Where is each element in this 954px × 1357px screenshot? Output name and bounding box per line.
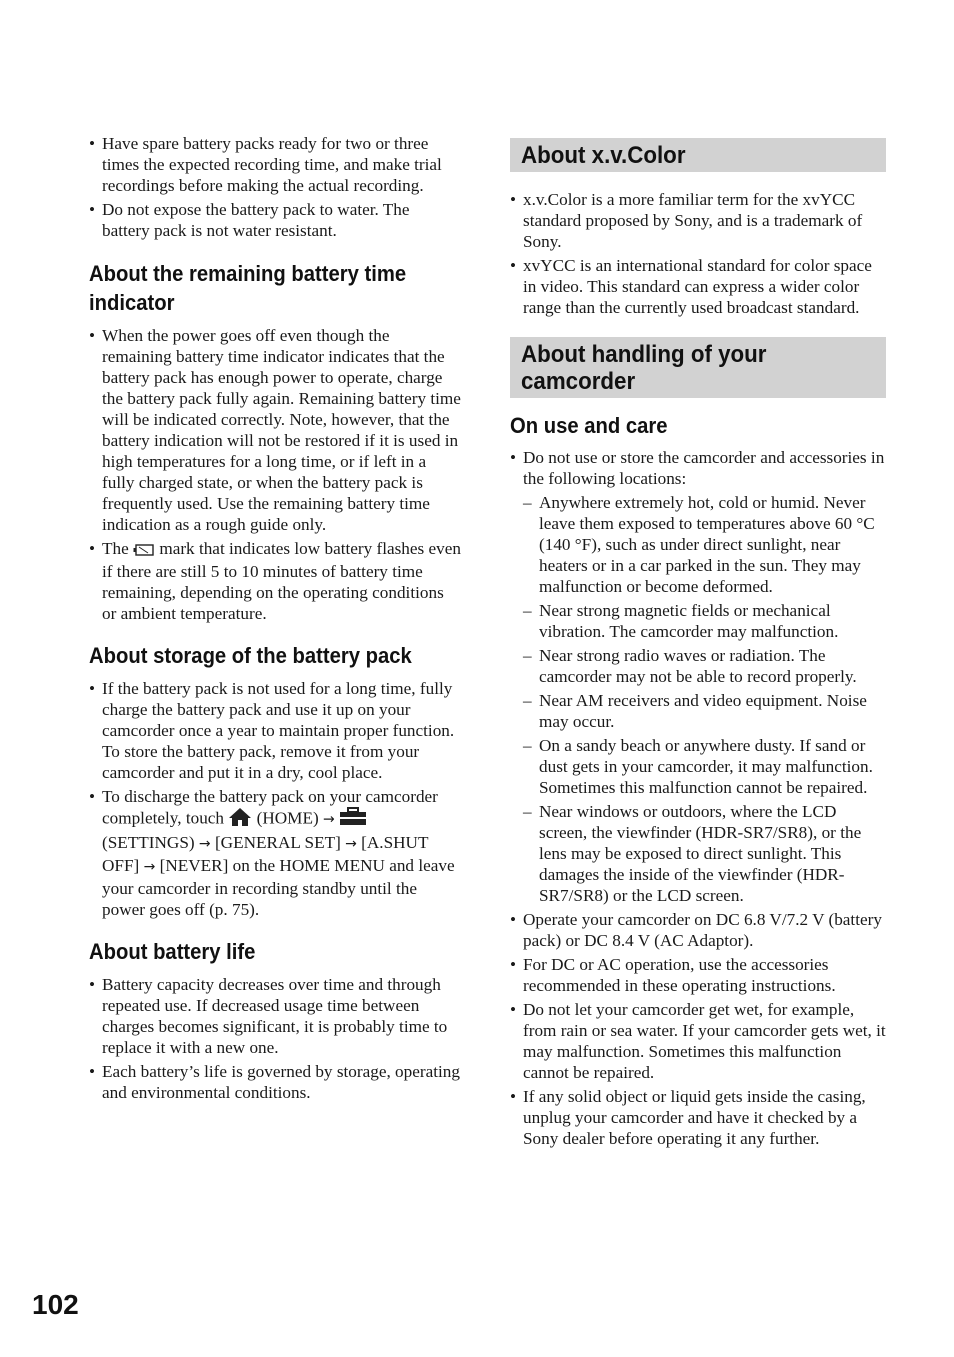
shut-off-label: [A.SHUT OFF] — [102, 832, 429, 875]
page-number: 102 — [32, 1289, 79, 1320]
left-column — [89, 0, 461, 1106]
general-set-label: [GENERAL SET] — [214, 832, 341, 852]
battery-life-heading: About battery life — [89, 938, 256, 964]
list-item: • Do not let your camcorder get wet, for example, from rain or sea water. If your camcorder gets wet, it may malfunction. Sometimes this malfunction cannot be repaired. — [510, 999, 886, 1083]
storage-heading: About storage of the battery pack — [89, 642, 412, 668]
intro-bullet-list — [89, 133, 461, 241]
dash-item: – Near windows or outdoors, where the LCD screen, the viewfinder (HDR-SR7/SR8), or the lens may be exposed to direct sunlight. This damages the inside of the viewfinder (HDR-SR7/SR8) or the LCD screen. — [523, 801, 886, 906]
low-battery-icon — [133, 540, 155, 561]
dash-item: – Near strong magnetic fields or mechanical vibration. The camcorder may malfunction. — [523, 600, 886, 642]
settings-label: (SETTINGS) — [102, 832, 195, 852]
list-item: • xvYCC is an international standard for color space in video. This standard can express a wider color range than the currently used broadcast standard. — [510, 255, 886, 318]
list-item-text: The — [102, 539, 129, 558]
list-item-text: To discharge the battery pack on your camcorder completely, touch — [102, 786, 438, 827]
list-item — [89, 538, 461, 624]
list-item-text: mark that indicates low battery flashes even if there are still 5 to 10 minutes of battery time remaining, depending on the operating conditions or ambient temperature. — [102, 539, 461, 623]
xvcolor-heading-text: About x.v.Color — [521, 142, 686, 169]
xvcolor-section-heading — [510, 138, 886, 172]
list-item — [510, 447, 886, 906]
storage-list — [89, 678, 461, 920]
arrow-icon: → — [198, 835, 211, 852]
arrow-icon: → — [322, 811, 335, 827]
handling-section-heading — [510, 337, 886, 398]
list-item: • x.v.Color is a more familiar term for the xvYCC standard proposed by Sony, and is a trademark of Sony. — [510, 189, 886, 252]
dash-item: – Anywhere extremely hot, cold or humid. Never leave them exposed to temperatures above 60 °C (140 °F), such as under direct sunlight, near heaters or in a car parked in the sun. They may malfunction or become deformed. — [523, 492, 886, 597]
right-column — [510, 0, 886, 1152]
list-item: • When the power goes off even though the remaining battery time indicator indicates that the battery pack has enough power to operate, charge the battery pack fully again. Remaining battery time will be indicated correctly. Note, however, that the battery indication will not be restored if it is used in high temperatures for a long time, or if left in a fully charged state, or when the battery pack is frequently used. Use the remaining battery time indication as a rough guide only. — [89, 325, 461, 535]
toolbox-settings-icon — [339, 807, 367, 831]
locations-list — [523, 492, 886, 906]
home-label: (HOME) — [256, 808, 319, 827]
list-item: • Battery capacity decreases over time and through repeated use. If decreased usage time between charges becomes significant, it is probably time to replace it with a new one. — [89, 974, 461, 1058]
home-icon — [228, 807, 252, 832]
list-item: • For DC or AC operation, use the accessories recommended in these operating instructions. — [510, 954, 886, 996]
list-item: • If the battery pack is not used for a long time, fully charge the battery pack and use it up on your camcorder once a year to maintain proper function. To store the battery pack, remove it from your camcorder and put it in a dry, cool place. — [89, 678, 461, 783]
list-item: • Each battery’s life is governed by storage, operating and environmental conditions. — [89, 1061, 461, 1103]
list-item-text: [NEVER] on the HOME MENU and leave your camcorder in recording standby until the power goes off (p. 75). — [102, 855, 455, 919]
list-item: • Do not expose the battery pack to water. The battery pack is not water resistant. — [89, 199, 461, 241]
dash-item: – Near strong radio waves or radiation. The camcorder may not be able to record properly. — [523, 645, 886, 687]
arrow-icon: → — [143, 858, 156, 875]
use-and-care-list — [510, 447, 886, 1149]
dash-item: – On a sandy beach or anywhere dusty. If sand or dust gets in your camcorder, it may malfunction. Sometimes this malfunction cannot be repaired. — [523, 735, 886, 798]
arrow-icon: → — [345, 835, 357, 852]
handling-heading-text: About handling of your camcorder — [521, 341, 767, 395]
remaining-battery-heading: About the remaining battery time indicator — [89, 261, 407, 315]
list-item: • Operate your camcorder on DC 6.8 V/7.2 V (battery pack) or DC 8.4 V (AC Adaptor). — [510, 909, 886, 951]
list-item-text: Do not use or store the camcorder and accessories in the following locations: — [523, 448, 885, 488]
dash-item: – Near AM receivers and video equipment. Noise may occur. — [523, 690, 886, 732]
use-and-care-heading: On use and care — [510, 413, 668, 438]
list-item — [89, 786, 461, 920]
list-item: • Have spare battery packs ready for two or three times the expected recording time, and make trial recordings before making the actual recording. — [89, 133, 461, 196]
remaining-battery-list — [89, 325, 461, 624]
list-item: • If any solid object or liquid gets inside the casing, unplug your camcorder and have it checked by a Sony dealer before operating it any further. — [510, 1086, 886, 1149]
battery-life-list — [89, 974, 461, 1103]
xvcolor-list — [510, 189, 886, 318]
